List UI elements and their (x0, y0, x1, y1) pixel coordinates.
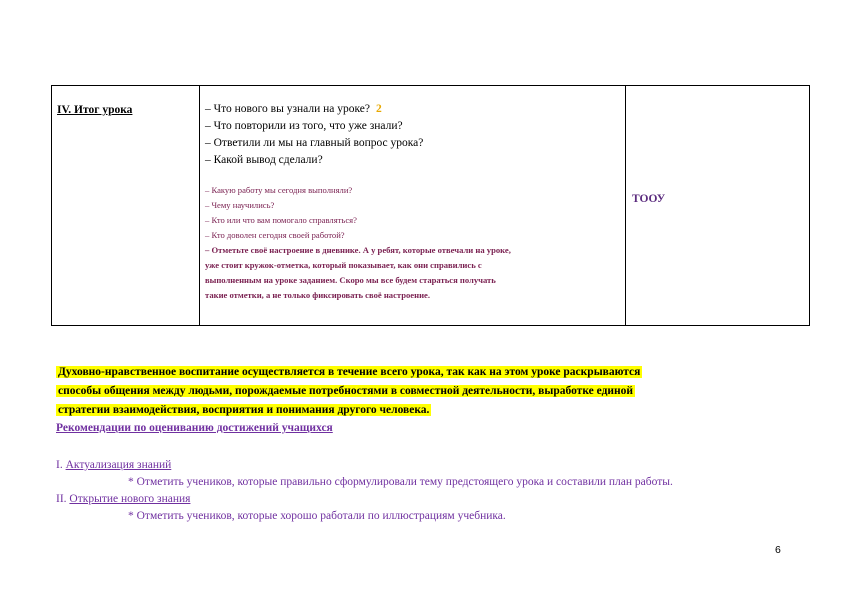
stage-cell (52, 86, 200, 326)
question-item: – Что повторили из того, что уже знали? (205, 120, 403, 132)
section-title-text: Актуализация знаний (65, 459, 172, 471)
reflection-list (205, 169, 621, 303)
section-note: * Отметить учеников, которые правильно сформулировали тему предстоящего урока и составили план работы. (128, 476, 673, 488)
highlighted-text: способы общения между людьми, порождаемые потребностями в совместной деятельности, выработке единой (58, 385, 634, 397)
highlighted-paragraph-line (56, 363, 786, 382)
section-numeral: II. (56, 493, 67, 505)
reflection-item: – Кто доволен сегодня своей работой? (205, 230, 345, 240)
section-numeral: I. (56, 459, 63, 471)
spacer (56, 437, 786, 457)
question-item (205, 101, 621, 118)
recommendations-title: Рекомендации по оцениванию достижений учащихся (56, 422, 333, 434)
form-label: ТООУ (632, 193, 666, 205)
reflection-item: – Чему научились? (205, 200, 275, 210)
question-marker: 2 (376, 103, 382, 115)
question-text: – Что нового вы узнали на уроке? (205, 103, 371, 115)
reflection-item: такие отметки, а не только фиксировать своё настроение. (205, 290, 430, 300)
body-text (56, 363, 786, 525)
stage-title: IV. Итог урока (57, 104, 133, 116)
section-title (56, 491, 786, 508)
highlighted-paragraph-line (56, 382, 786, 401)
highlighted-text: Духовно-нравственное воспитание осуществляется в течение всего урока, так как на этом уроке раскрываются (58, 366, 641, 378)
question-item: – Какой вывод сделали? (205, 154, 323, 166)
form-cell (626, 86, 810, 326)
question-list (200, 86, 625, 303)
highlighted-paragraph-line (56, 401, 786, 420)
table-row (52, 86, 810, 326)
reflection-item: уже стоит кружок-отметка, который показывает, как они справились с (205, 260, 482, 270)
page-number: 6 (775, 544, 781, 556)
reflection-item: – Какую работу мы сегодня выполняли? (205, 185, 353, 195)
activity-cell (200, 86, 626, 326)
highlighted-text: стратегии взаимодействия, восприятия и понимания другого человека. (58, 404, 430, 416)
section-note: * Отметить учеников, которые хорошо работали по иллюстрациям учебника. (128, 510, 506, 522)
question-item: – Ответили ли мы на главный вопрос урока? (205, 137, 424, 149)
reflection-item: выполненным на уроке заданием. Скоро мы все будем стараться получать (205, 275, 496, 285)
reflection-item: – Отметьте своё настроение в дневнике. А у ребят, которые отвечали на уроке, (205, 245, 511, 255)
reflection-item: – Кто или что вам помогало справляться? (205, 215, 357, 225)
section-title-text: Открытие нового знания (69, 493, 191, 505)
lesson-stage-table (51, 85, 810, 326)
section-title (56, 457, 786, 474)
